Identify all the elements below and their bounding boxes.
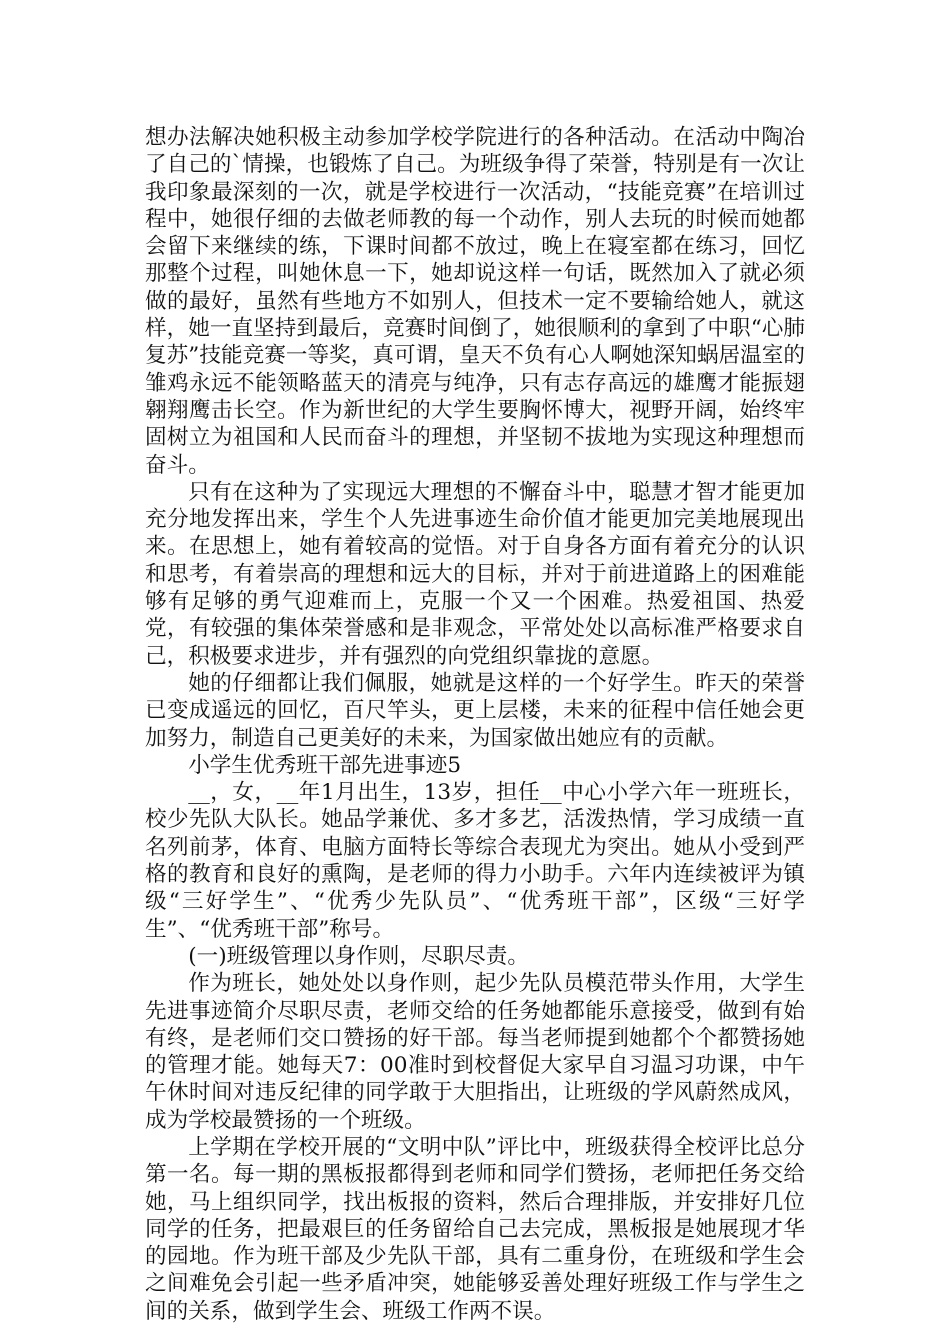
paragraph-5: __，女，__年1月出生，13岁，担任__中心小学六年一班班长，校少先队大队长。她品学兼优、多才多艺，活泼热情，学习成绩一直名列前茅，体育、电脑方面特长等综合表现尤为突出。她从小受到严格的教育和良好的熏陶，是老师的得力小助手。六年内连续被评为镇级“三好学生”、“优秀少先队员”、“优秀班干部”，区级“三好学生”、“优秀班干部”称号。: [145, 780, 805, 942]
document-body: [145, 124, 805, 1325]
subheading-class-management: (一)班级管理以身作则，尽职尽责。: [188, 943, 529, 969]
paragraph-8: 上学期在学校开展的“文明中队”评比中，班级获得全校评比总分第一名。每一期的黑板报都得到老师和同学们赞扬，老师把任务交给她，马上组织同学，找出板报的资料，然后合理排版，并安排好几位同学的任务，把最艰巨的任务留给自己去完成，黑板报是她展现才华的园地。作为班干部及少先队干部，具有二重身份，在班级和学生会之间难免会引起一些矛盾冲突，她能够妥善处理好班级工作与学生之间的关系，做到学生会、班级工作两不误。: [145, 1134, 805, 1324]
paragraph-3: 她的仔细都让我们佩服，她就是这样的一个好学生。昨天的荣誉已变成遥远的回忆，百尺竿头，更上层楼，未来的征程中信任她会更加努力，制造自己更美好的未来，为国家做出她应有的贡献。: [145, 670, 805, 751]
paragraph-1: 想办法解决她积极主动参加学校学院进行的各种活动。在活动中陶冶了自己的`情操，也锻炼了自己。为班级争得了荣誉，特别是有一次让我印象最深刻的一次，就是学校进行一次活动，“技能竞赛”在培训过程中，她很仔细的去做老师教的每一个动作，别人去玩的时候而她都会留下来继续的练，下课时间都不放过，晚上在寝室都在练习，回忆那整个过程，叫她休息一下，她却说这样一句话，既然加入了就必须做的最好，虽然有些地方不如别人，但技术一定不要输给她人，就这样，她一直坚持到最后，竞赛时间倒了，她很顺利的拿到了中职“心肺复苏”技能竞赛一等奖，真可谓，皇天不负有心人啊她深知蜗居温室的雏鸡永远不能领略蓝天的清亮与纯净，只有志存高远的雄鹰才能振翅翱翔鹰击长空。作为新世纪的大学生要胸怀博大，视野开阔，始终牢固树立为祖国和人民而奋斗的理想，并坚韧不拔地为实现这种理想而奋斗。: [145, 125, 805, 478]
paragraph-7: 作为班长，她处处以身作则，起少先队员模范带头作用，大学生先进事迹简介尽职尽责，老师交给的任务她都能乐意接受，做到有始有终，是老师们交口赞扬的好干部。每当老师提到她都个个都赞扬她的管理才能。她每天7：00准时到校督促大家早自习温习功课，中午午休时间对违反纪律的同学敢于大胆指出，让班级的学风蔚然成风，成为学校最赞扬的一个班级。: [145, 971, 805, 1133]
section-heading: 小学生优秀班干部先进事迹5: [188, 752, 462, 778]
paragraph-2: 只有在这种为了实现远大理想的不懈奋斗中，聪慧才智才能更加充分地发挥出来，学生个人先进事迹生命价值才能更加完美地展现出来。在思想上，她有着较高的觉悟。对于自身各方面有着充分的认识和思考，有着崇高的理想和远大的目标，并对于前进道路上的困难能够有足够的勇气迎难而上，克服一个又一个困难。热爱祖国、热爱党，有较强的集体荣誉感和是非观念，平常处处以高标准严格要求自己，积极要求进步，并有强烈的向党组织靠拢的意愿。: [145, 479, 805, 669]
